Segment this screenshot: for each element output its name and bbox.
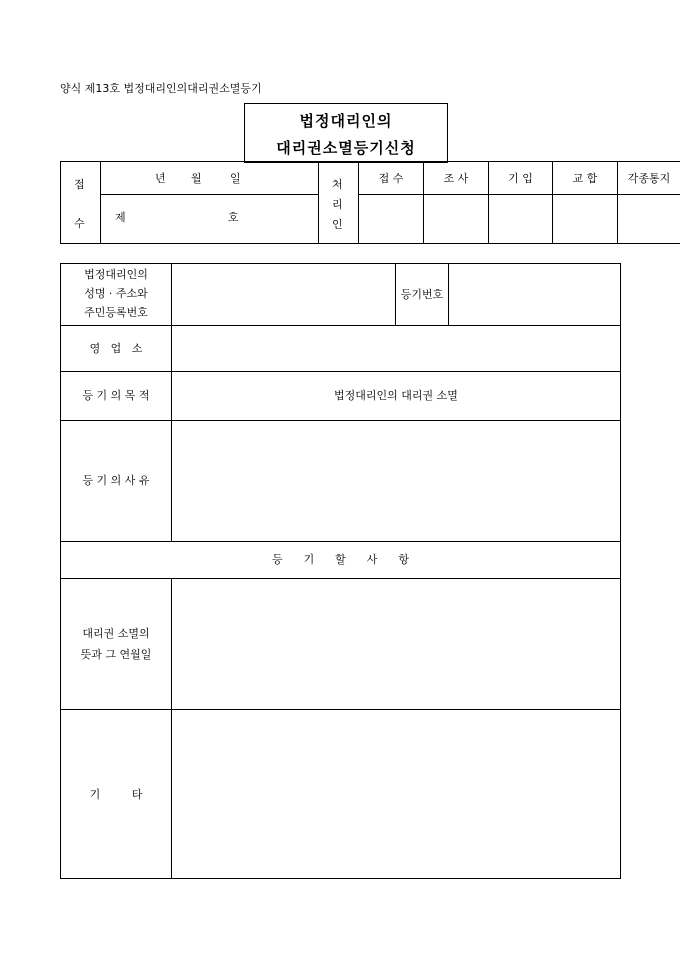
meaning-label-line-2: 뜻과 그 연월일 — [80, 648, 152, 661]
sign-box-receipt[interactable] — [358, 194, 424, 244]
receipt-day: 일 — [230, 172, 241, 185]
handler-char-2: 리 — [332, 198, 343, 211]
receipt-no-suffix: 호 — [228, 211, 239, 224]
title-line-2: 대리권소멸등기신청 — [276, 139, 416, 157]
reason-field[interactable] — [171, 420, 621, 542]
sign-box-check[interactable] — [552, 194, 618, 244]
receipt-table — [60, 161, 671, 244]
agent-label-line-3: 주민등록번호 — [84, 306, 148, 319]
title-box — [244, 103, 448, 163]
reason-label: 등 기 의 사 유 — [82, 474, 150, 487]
receipt-number-cell — [100, 194, 319, 244]
purpose-value: 법정대리인의 대리권 소멸 — [334, 389, 458, 402]
agent-label-line-2: 성명 · 주소와 — [84, 287, 148, 300]
agent-label-line-1: 법정대리인의 — [84, 268, 148, 281]
col-label-review: 조 사 — [443, 172, 469, 185]
other-label: 기 타 — [89, 788, 143, 801]
col-label-notice: 각종통지 — [627, 172, 671, 185]
form-label: 양식 제13호 법정대리인의대리권소멸등기 — [60, 82, 262, 95]
receipt-year: 년 — [155, 172, 166, 185]
reg-no-field[interactable] — [448, 263, 621, 326]
agent-info-field[interactable] — [171, 263, 396, 326]
matters-header: 등 기 할 사 항 — [271, 553, 410, 566]
receipt-month: 월 — [191, 172, 202, 185]
col-label-check: 교 합 — [572, 172, 598, 185]
col-label-receipt: 접 수 — [378, 172, 404, 185]
office-label: 영 업 소 — [89, 342, 143, 355]
sign-box-notice[interactable] — [617, 194, 680, 244]
main-table — [60, 263, 621, 879]
meaning-label-cell — [60, 578, 172, 710]
title-line-1: 법정대리인의 — [299, 112, 393, 130]
receipt-label-cell — [60, 161, 101, 244]
sign-box-review[interactable] — [423, 194, 489, 244]
receipt-date-cell — [100, 161, 319, 195]
sign-box-entry[interactable] — [488, 194, 553, 244]
office-field[interactable] — [171, 325, 621, 372]
other-field[interactable] — [171, 709, 621, 879]
purpose-label: 등 기 의 목 적 — [82, 389, 150, 402]
receipt-label-top: 접 — [74, 178, 85, 191]
handler-char-1: 처 — [332, 178, 343, 191]
reg-no-label: 등기번호 — [400, 288, 444, 301]
receipt-no-prefix: 제 — [115, 211, 126, 224]
col-label-entry: 기 입 — [508, 172, 533, 185]
meaning-label-line-1: 대리권 소멸의 — [82, 627, 150, 640]
meaning-field[interactable] — [171, 578, 621, 710]
handler-char-3: 인 — [332, 218, 343, 231]
receipt-label-bottom: 수 — [74, 217, 85, 230]
